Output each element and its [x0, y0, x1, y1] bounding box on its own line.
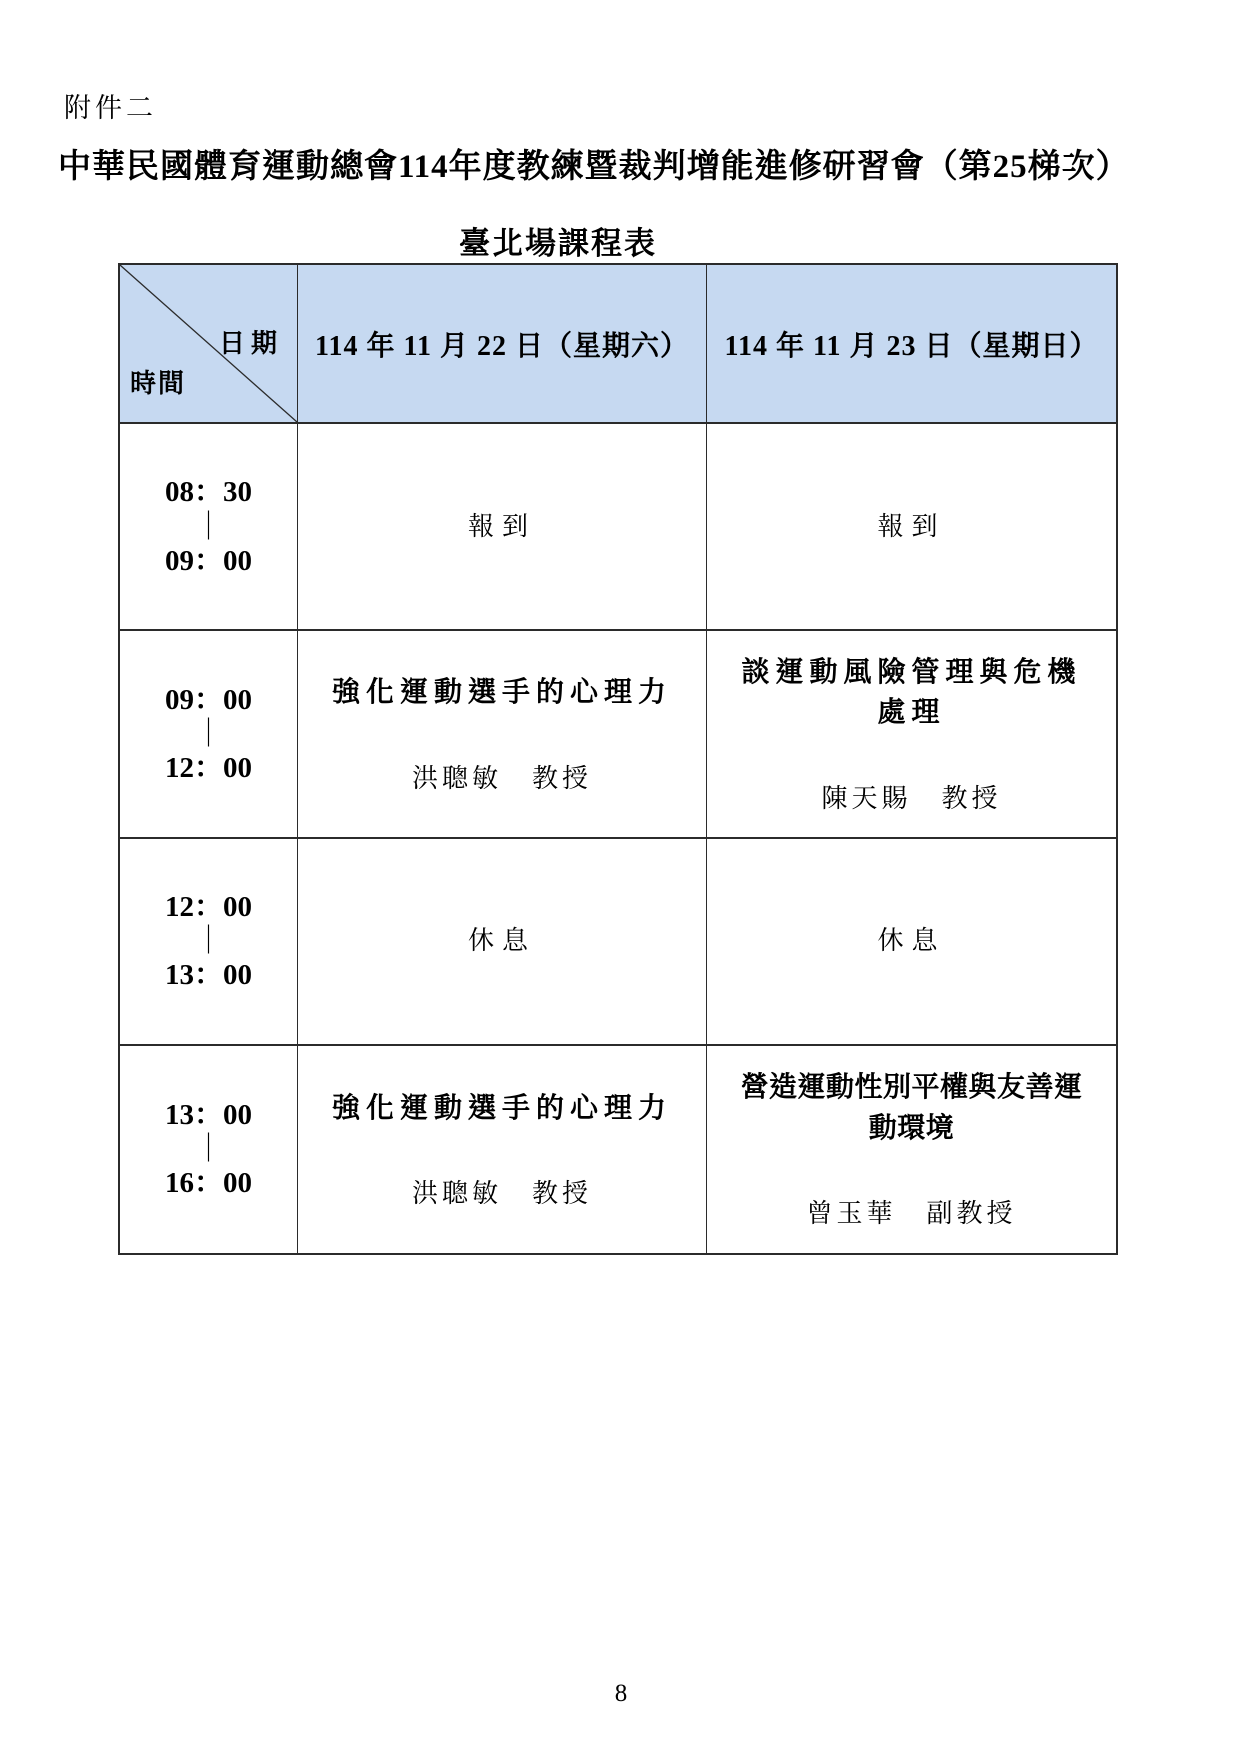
time-end: 16：00: [164, 1167, 252, 1200]
time-end: 09：00: [164, 544, 252, 577]
page-number: 8: [614, 1680, 628, 1707]
time-end: 13：00: [164, 959, 252, 992]
session-presenter: 洪聰敏 教授: [411, 1179, 592, 1209]
time-cell: [120, 839, 298, 1046]
day-header-sunday: [707, 265, 1116, 424]
session-cell-day1: [298, 839, 707, 1046]
attachment-label: 附件二: [64, 93, 157, 123]
document-title: 中華民國體育運動總會114年度教練暨裁判增能進修研習會（第25梯次）: [58, 149, 1130, 185]
time-separator: ｜: [193, 717, 223, 750]
document-heading: [58, 140, 1130, 263]
schedule-table: [118, 263, 1118, 1255]
corner-label-time: 時間: [130, 369, 187, 398]
time-separator: ｜: [193, 925, 223, 958]
session-title: 報到: [877, 511, 946, 541]
session-cell-day2: [707, 631, 1116, 838]
session-title: 報到: [467, 511, 536, 541]
time-start: 13：00: [164, 1099, 252, 1132]
time-cell: [120, 631, 298, 838]
session-title: 休息: [877, 926, 946, 956]
session-cell-day2: [707, 1046, 1116, 1253]
time-end: 12：00: [164, 751, 252, 784]
session-cell-day2: [707, 839, 1116, 1046]
session-title: 強化運動選手的心理力: [331, 1092, 672, 1124]
day-header-label: 114 年 11 月 22 日（星期六）: [315, 330, 689, 362]
time-separator: ｜: [193, 1133, 223, 1166]
session-title: 營造運動性別平權與友善運動環境: [740, 1072, 1083, 1144]
session-title: 強化運動選手的心理力: [331, 677, 672, 709]
day-header-saturday: [298, 265, 707, 424]
corner-header-cell: [120, 265, 298, 424]
session-cell-day2: [707, 424, 1116, 631]
session-presenter: 陳天賜 教授: [821, 783, 1002, 813]
session-cell-day1: [298, 631, 707, 838]
time-start: 09：00: [164, 683, 252, 716]
time-start: 08：30: [164, 476, 252, 509]
day-header-label: 114 年 11 月 23 日（星期日）: [724, 330, 1099, 362]
session-presenter: 曾玉華 副教授: [806, 1199, 1017, 1229]
time-cell: [120, 1046, 298, 1253]
session-title: 休息: [467, 926, 536, 956]
document-subtitle: 臺北場課程表: [459, 226, 657, 261]
session-cell-day1: [298, 1046, 707, 1253]
session-title: 談運動風險管理與危機處理: [741, 656, 1082, 729]
time-separator: ｜: [193, 510, 223, 543]
time-cell: [120, 424, 298, 631]
corner-label-date: 日期: [218, 329, 283, 358]
session-presenter: 洪聰敏 教授: [411, 763, 592, 793]
session-cell-day1: [298, 424, 707, 631]
time-start: 12：00: [164, 890, 252, 923]
